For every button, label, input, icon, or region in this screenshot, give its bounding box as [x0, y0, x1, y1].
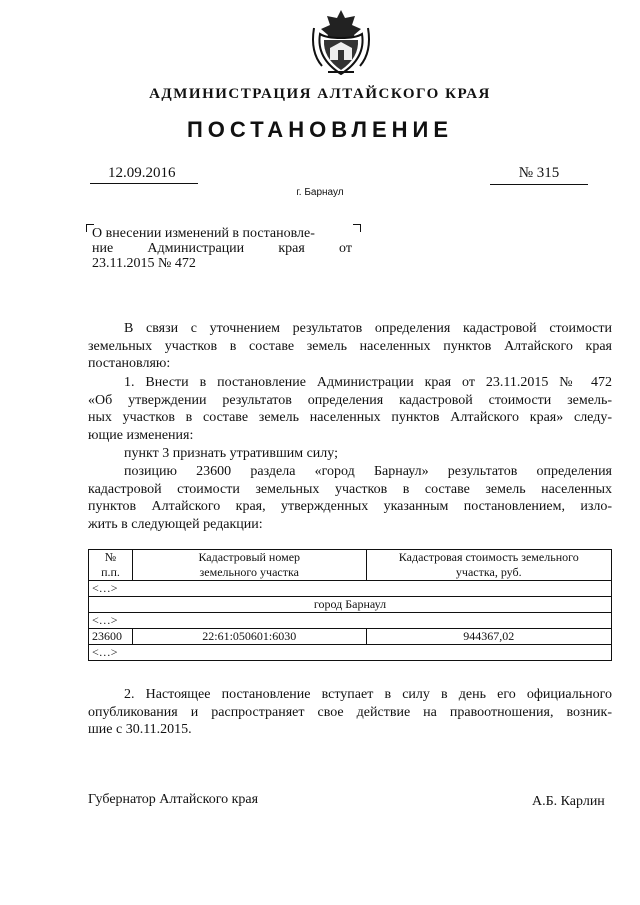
subject-line: О внесении изменений в постановле- [92, 226, 315, 241]
ellipsis-cell: <…> [89, 613, 612, 629]
row-number-cell: 23600 [89, 629, 133, 645]
table-row [89, 645, 612, 661]
document-subject [92, 226, 352, 271]
coat-of-arms-emblem [308, 8, 374, 80]
organization-name: АДМИНИСТРАЦИЯ АЛТАЙСКОГО КРАЯ [149, 86, 491, 102]
subject-corner-right [353, 224, 361, 232]
item-2-paragraph: 2. Настоящее постановление вступает в силу в день его официального опубликования и распространяет свое действие на правоотношения, возник- шие с 30.11.2015. [88, 687, 612, 737]
intro-paragraph: В связи с уточнением результатов определения кадастровой стоимости земельных участков в составе земель населенных пунктов Алтайского края постановляю: [88, 321, 612, 371]
table-header-row [89, 550, 612, 581]
table-row [89, 629, 612, 645]
header-cell-number: № п.п. [89, 550, 133, 581]
table-row [89, 581, 612, 597]
section-name-cell: город Барнаул [89, 597, 612, 613]
document-date: 12.09.2016 [90, 165, 198, 184]
cadastral-value-cell: 944367,02 [366, 629, 611, 645]
position-paragraph: позицию 23600 раздела «город Барнаул» результатов определения кадастровой стоимости земельных участков в составе земель населенных пунктов Алтайского края, утвержденных указанным постановлением, изло- жить в следующей редакции: [88, 464, 612, 532]
document-number: № 315 [490, 165, 588, 185]
cadastral-value-table [88, 549, 612, 661]
header-cell-cadastral-number: Кадастровый номер земельного участка [132, 550, 366, 581]
signatory-title: Губернатор Алтайского края [88, 792, 259, 807]
item-1-paragraph: 1. Внести в постановление Администрации края от 23.11.2015 № 472 «Об утверждении результатов определения кадастровой стоимости земель- ных участков в составе земель населенных пунктов Алтайского края» следу- ющие изменения: [88, 375, 612, 443]
subject-line: 23.11.2015 № 472 [92, 256, 196, 271]
signatory-name: А.Б. Карлин [532, 794, 605, 809]
point-3-paragraph: пункт 3 признать утратившим силу; [124, 446, 338, 461]
ellipsis-cell: <…> [89, 581, 612, 597]
city-label: г. Барнаул [296, 187, 344, 198]
table-row [89, 597, 612, 613]
subject-line: ние Администрации края от [92, 241, 352, 256]
cadastral-number-cell: 22:61:050601:6030 [132, 629, 366, 645]
header-cell-cadastral-value: Кадастровая стоимость земельного участка, руб. [366, 550, 611, 581]
document-type-title: ПОСТАНОВЛЕНИЕ [186, 117, 454, 142]
ellipsis-cell: <…> [89, 645, 612, 661]
table-row [89, 613, 612, 629]
